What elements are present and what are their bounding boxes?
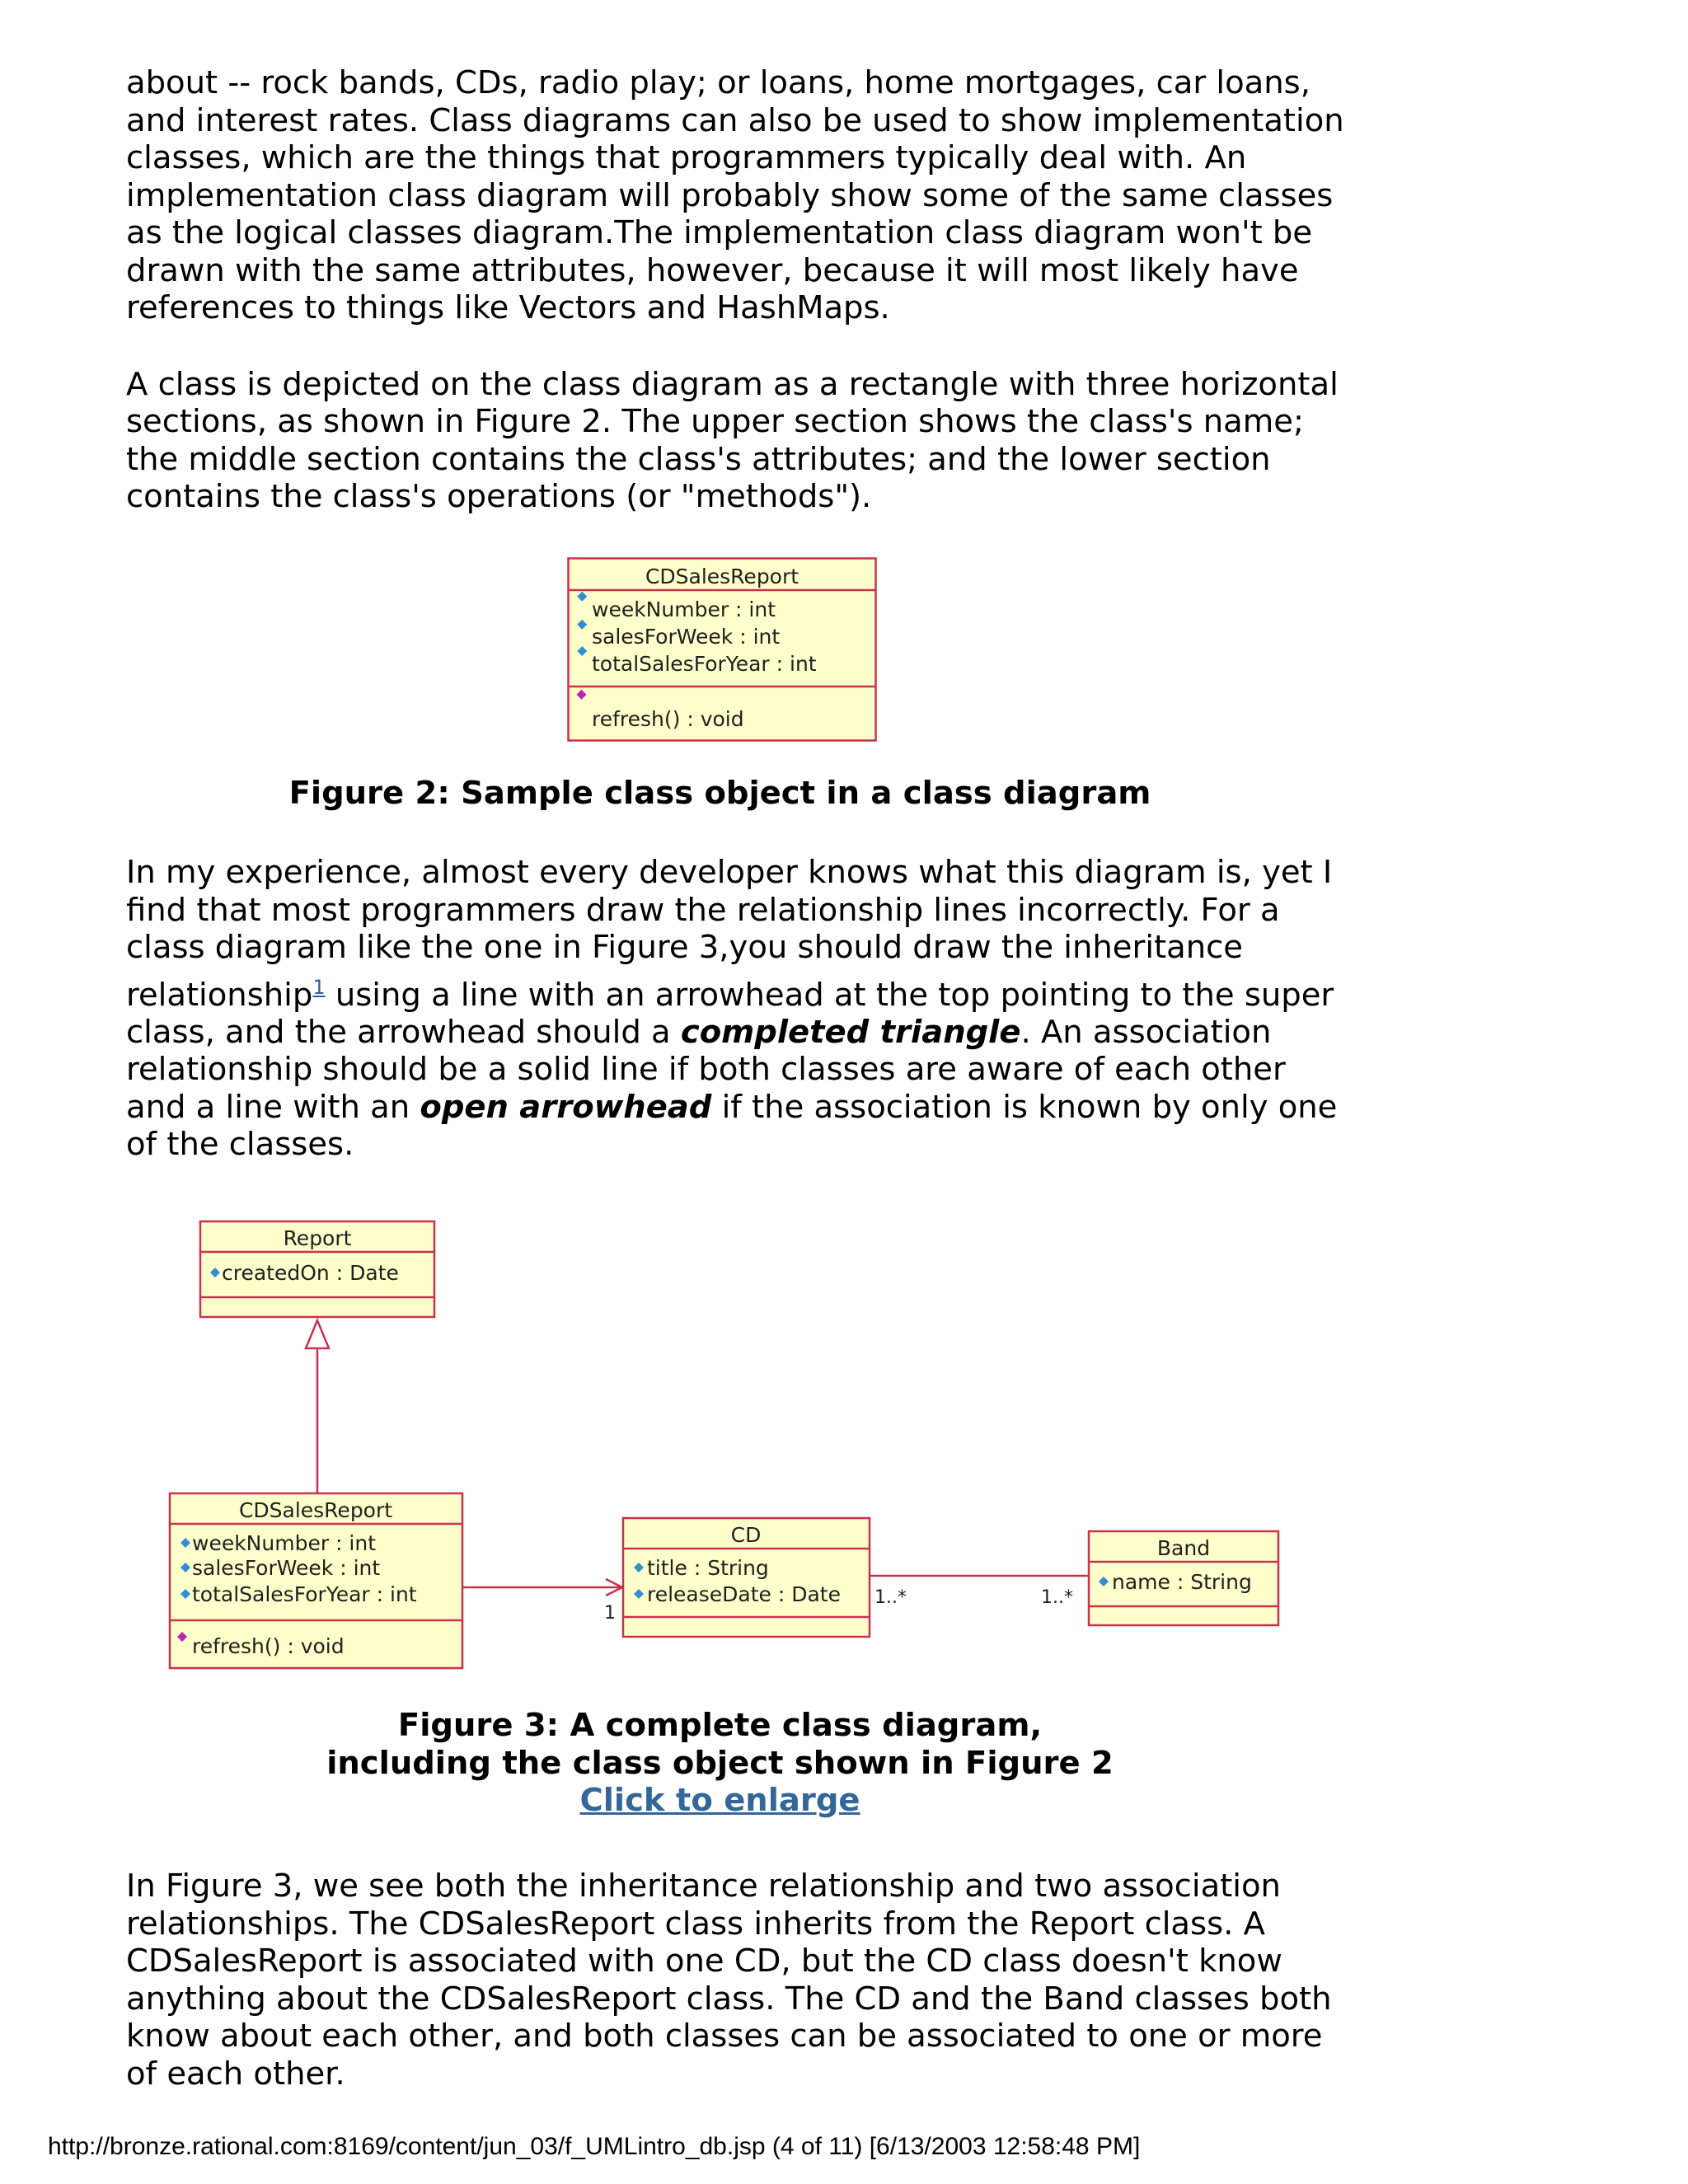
class-name: CD (730, 1523, 762, 1547)
click-to-enlarge-link[interactable]: Click to enlarge (579, 1782, 860, 1819)
paragraph-4: In Figure 3, we see both the inheritance relationship and two association relationships. The CDSalesReport class inherits from the Report class. A CDSalesReport is associated with one CD, but the CD class doesn't know anything about the CDSalesReport class. The CD and the Band classes both know about each other, and both classes can be associated to one or more of each other. (126, 1868, 1332, 2093)
figure-3-caption-line-2: including the class object shown in Figure 2 (326, 1744, 1114, 1782)
multiplicity-cd-many: 1..* (874, 1587, 907, 1608)
footnote-1-link[interactable]: 1 (312, 975, 326, 999)
emphasis-open-arrowhead: open arrowhead (420, 1088, 712, 1126)
attribute-1: weekNumber : int (192, 1531, 377, 1555)
multiplicity-band-many: 1..* (1041, 1587, 1073, 1608)
figure-3-class-diagram (167, 1220, 1288, 1670)
class-name: Band (1156, 1536, 1211, 1560)
multiplicity-cd-one: 1 (604, 1603, 616, 1624)
class-name: CDSalesReport (645, 565, 799, 588)
attribute-2: releaseDate : Date (647, 1582, 841, 1606)
page-footer-url: http://bronze.rational.com:8169/content/jun_03/f_UMLintro_db.jsp (4 of 11) [6/13/2003 12:58:48 PM] (48, 2133, 1141, 2160)
attribute-1: createdOn : Date (222, 1261, 399, 1285)
footnote-marker (312, 969, 325, 1001)
attribute-1: name : String (1112, 1570, 1252, 1594)
inheritance-arrowhead (306, 1320, 329, 1348)
emphasis-completed-triangle: completed triangle (680, 1013, 1021, 1051)
class-report (200, 1221, 434, 1317)
figure-2-class-diagram (567, 557, 877, 742)
figure-2-caption: Figure 2: Sample class object in a class diagram (288, 775, 1151, 812)
attribute-1: weekNumber : int (592, 598, 776, 621)
figure-3-caption-line-1: Figure 3: A complete class diagram, (397, 1707, 1043, 1744)
paragraph-2: A class is depicted on the class diagram as a rectangle with three horizontal sections, as shown in Figure 2. The upper section shows the class's name; the middle section contains the class's attributes; and the lower section contains the class's operations (or "methods"). (126, 365, 1339, 515)
article-body-3 (126, 1868, 1346, 2093)
paragraph-1: about -- rock bands, CDs, radio play; or loans, home mortgages, car loans, and interest rates. Class diagrams can also be used to show implementation classes, which are the things that programmers typically deal with. An implementation class diagram will probably show some of the same classes as the logical classes diagram.The implementation class diagram won't be drawn with the same attributes, however, because it will most likely have references to things like Vectors and HashMaps. (126, 64, 1344, 326)
attribute-2: salesForWeek : int (192, 1556, 381, 1580)
attribute-1: title : String (647, 1556, 769, 1580)
operation-1: refresh() : void (592, 707, 744, 731)
attribute-3: totalSalesForYear : int (192, 1582, 417, 1606)
figure-3-caption (126, 1707, 1314, 1820)
class-name: CDSalesReport (238, 1498, 393, 1522)
attribute-2: salesForWeek : int (592, 625, 781, 649)
class-name: Report (283, 1226, 352, 1250)
operation-1: refresh() : void (192, 1634, 345, 1658)
attribute-3: totalSalesForYear : int (592, 652, 817, 676)
paragraph-3: In my experience, almost every developer knows what this diagram is, yet I find that most programmers draw the relationship lines incorrectly. For a class diagram like the one in Figure 3,you should draw the inheritance relationship$^1$ using a line with an arrowhead at the top pointing to the super class, and the arrowhead should a completed triangle. An association relationship should be a solid line if both classes are aware of each other and a line with an open arrowhead if the association is known by only one of the classes. (126, 854, 1338, 1164)
article-body (126, 64, 1346, 516)
class-cd (623, 1518, 870, 1637)
class-cdsalesreport (170, 1493, 462, 1668)
article-body-2 (126, 854, 1346, 1164)
class-band (1089, 1531, 1278, 1625)
